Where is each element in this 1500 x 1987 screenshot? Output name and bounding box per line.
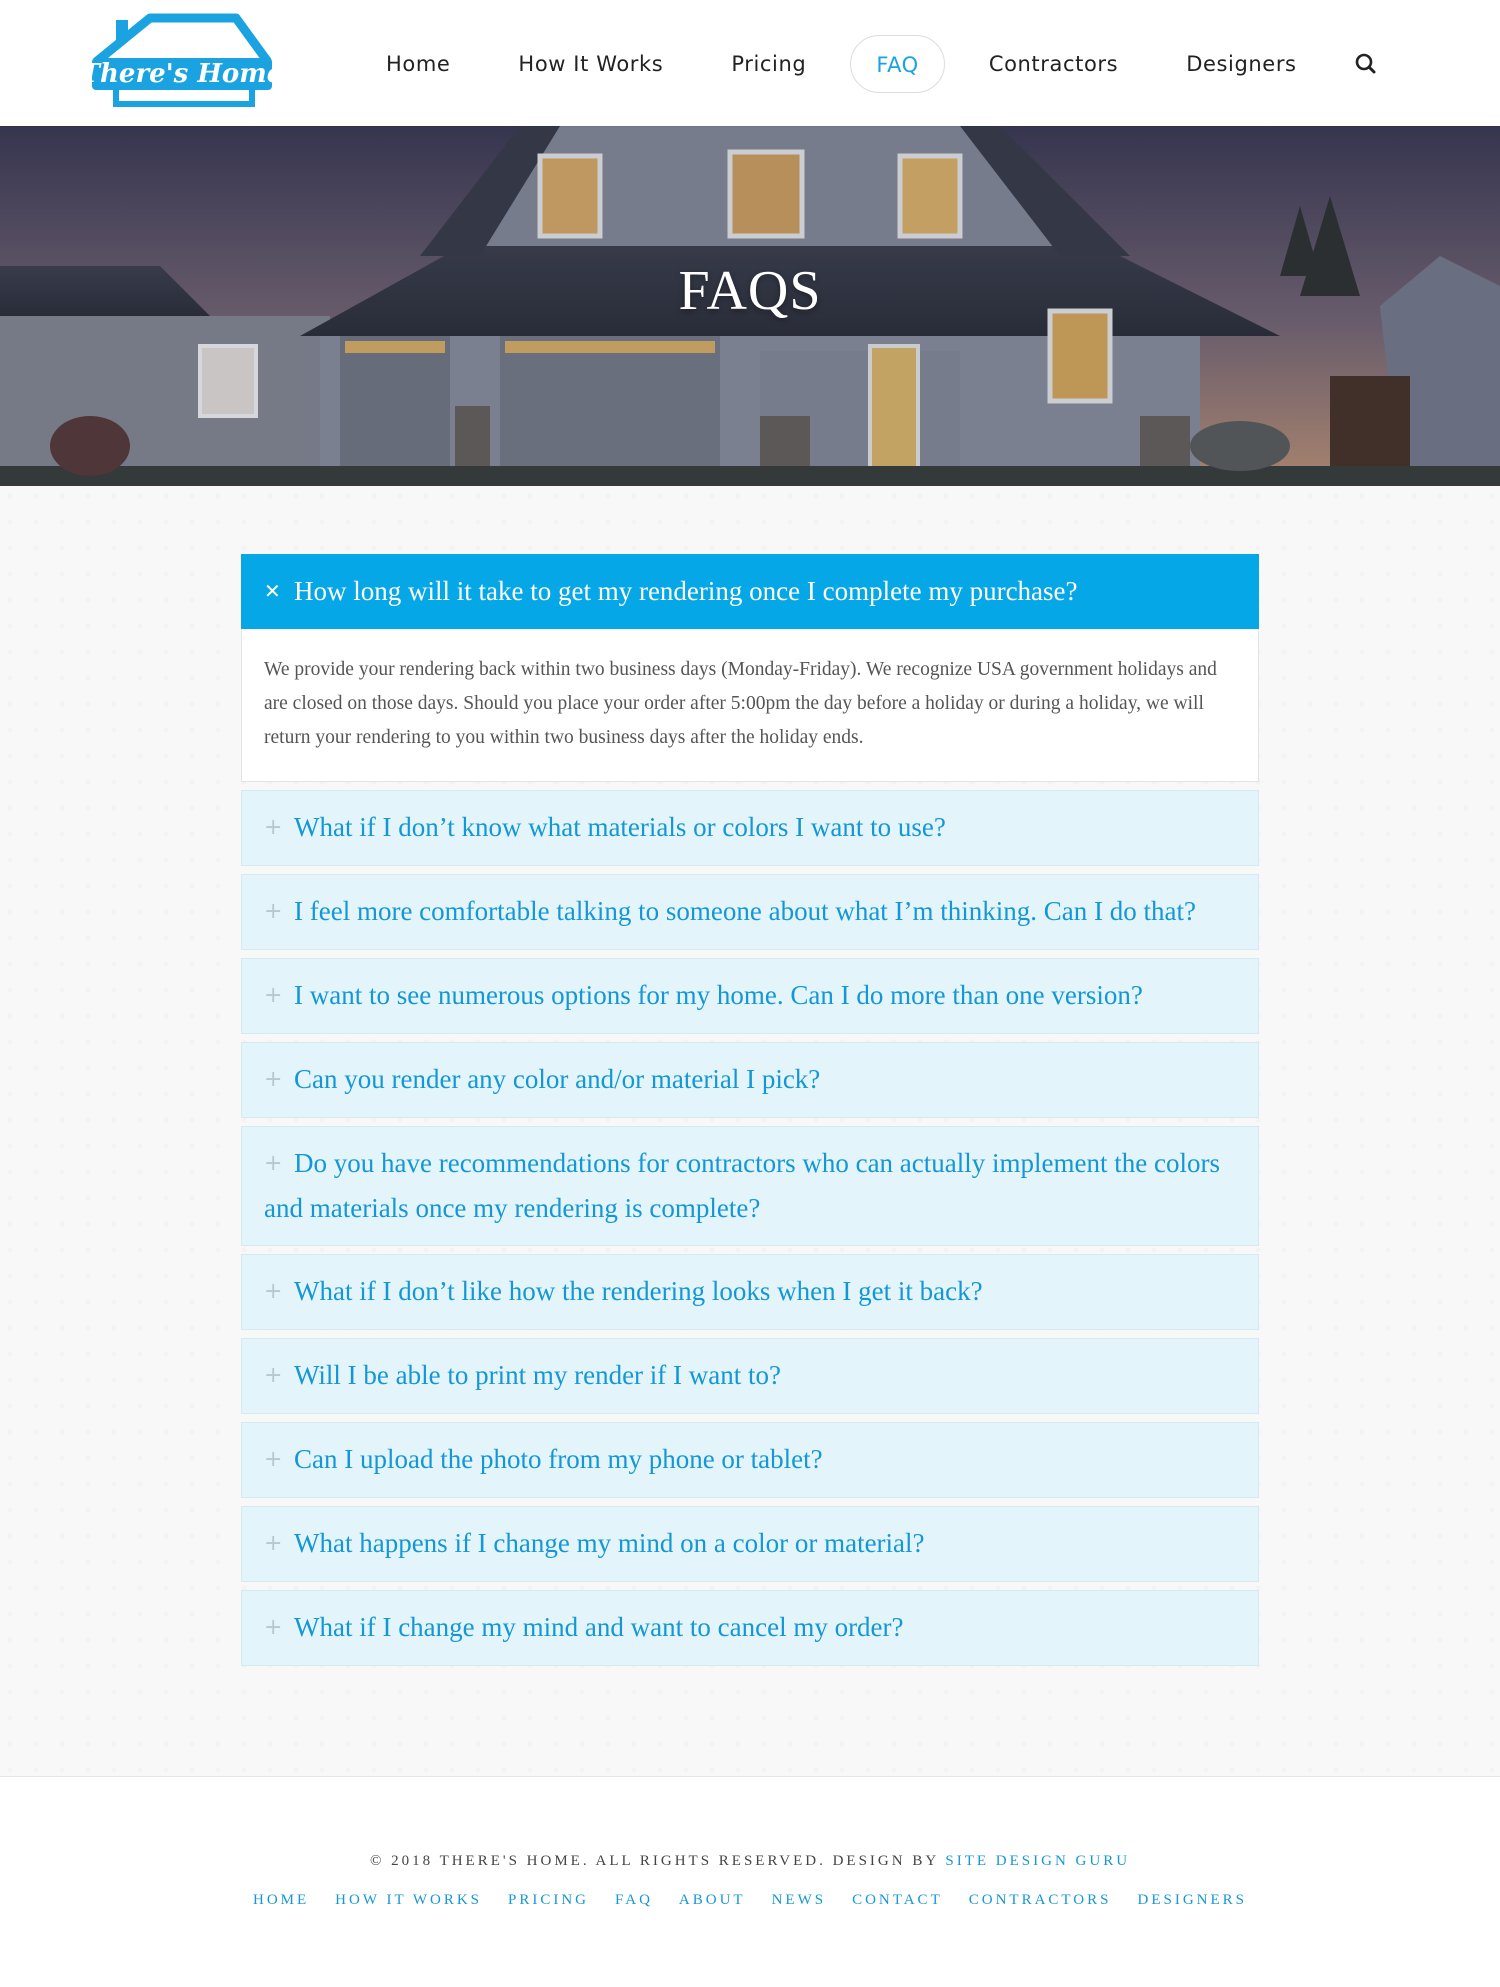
faq-question-toggle[interactable] xyxy=(241,1590,1259,1666)
faq-question-text: I want to see numerous options for my home. Can I do more than one version? xyxy=(294,980,1143,1010)
plus-icon: + xyxy=(264,1363,283,1388)
faq-item xyxy=(241,790,1259,866)
nav-pricing[interactable]: Pricing xyxy=(731,52,807,76)
faq-question-text: What if I change my mind and want to cancel my order? xyxy=(294,1612,904,1642)
faq-answer: We provide your rendering back within two business days (Monday-Friday). We recognize USA government holidays and are closed on those days. Should you place your order after 5:00pm the day before a holiday or during a holiday, we will return your rendering to you within two business days after the holiday ends. xyxy=(241,629,1259,782)
plus-icon: + xyxy=(264,1067,283,1092)
footer-link-pricing[interactable]: PRICING xyxy=(508,1892,590,1908)
faq-question-toggle[interactable] xyxy=(241,1506,1259,1582)
faq-question-text: What if I don’t know what materials or colors I want to use? xyxy=(294,812,946,842)
faq-question-text: Can you render any color and/or material I pick? xyxy=(294,1064,821,1094)
faq-question-text: Can I upload the photo from my phone or tablet? xyxy=(294,1444,823,1474)
faq-section xyxy=(0,486,1500,1776)
footer-link-news[interactable]: NEWS xyxy=(771,1892,827,1908)
faq-item xyxy=(241,1126,1259,1246)
faq-item xyxy=(241,1338,1259,1414)
faq-question-text: I feel more comfortable talking to someone about what I’m thinking. Can I do that? xyxy=(294,896,1196,926)
footer-link-contractors[interactable]: CONTRACTORS xyxy=(968,1892,1112,1908)
faq-item xyxy=(241,1506,1259,1582)
faq-item xyxy=(241,1254,1259,1330)
faq-question-toggle[interactable] xyxy=(241,1338,1259,1414)
plus-icon: + xyxy=(264,899,283,924)
nav-faq[interactable]: FAQ xyxy=(850,35,944,93)
footer-link-how-it-works[interactable]: HOW IT WORKS xyxy=(335,1892,482,1908)
faq-question-toggle[interactable] xyxy=(241,1254,1259,1330)
designer-credit-link[interactable]: SITE DESIGN GURU xyxy=(945,1853,1131,1869)
faq-item xyxy=(241,554,1259,782)
search-icon xyxy=(1346,46,1386,82)
logo-text: There's Home xyxy=(88,59,278,89)
hero-banner xyxy=(0,126,1500,486)
nav-contractors[interactable]: Contractors xyxy=(988,52,1119,76)
faq-question-text: What happens if I change my mind on a color or material? xyxy=(294,1528,925,1558)
faq-item xyxy=(241,1042,1259,1118)
plus-icon: + xyxy=(264,1615,283,1640)
footer-link-about[interactable]: ABOUT xyxy=(678,1892,746,1908)
close-icon: ✕ xyxy=(264,579,281,603)
faq-question-toggle[interactable] xyxy=(241,1042,1259,1118)
main-nav xyxy=(352,34,1331,94)
plus-icon: + xyxy=(264,1447,283,1472)
plus-icon: + xyxy=(264,1279,283,1304)
footer-link-faq[interactable]: FAQ xyxy=(615,1892,653,1908)
footer-link-contact[interactable]: CONTACT xyxy=(852,1892,943,1908)
faq-accordion xyxy=(241,554,1259,1674)
faq-question-toggle[interactable] xyxy=(241,1422,1259,1498)
faq-item xyxy=(241,958,1259,1034)
faq-question-text: What if I don’t like how the rendering looks when I get it back? xyxy=(294,1276,983,1306)
nav-designers[interactable]: Designers xyxy=(1186,52,1297,76)
copyright-text: © 2018 THERE'S HOME. ALL RIGHTS RESERVED. DESIGN BY xyxy=(369,1853,946,1869)
house-logo-icon xyxy=(88,10,278,110)
page-title: FAQS xyxy=(678,260,822,322)
footer-link-designers[interactable]: DESIGNERS xyxy=(1137,1892,1247,1908)
site-logo[interactable] xyxy=(88,10,278,110)
plus-icon: + xyxy=(264,1151,283,1176)
plus-icon: + xyxy=(264,1531,283,1556)
search-button[interactable] xyxy=(1346,46,1386,82)
faq-question-text: Do you have recommendations for contractors who can actually implement the colors and materials once my rendering is complete? xyxy=(264,1148,1220,1223)
plus-icon: + xyxy=(264,815,283,840)
copyright-notice xyxy=(0,1853,1500,1870)
footer-link-home[interactable]: HOME xyxy=(252,1892,310,1908)
nav-how-it-works[interactable]: How It Works xyxy=(518,52,664,76)
site-header xyxy=(0,0,1500,126)
faq-question-toggle[interactable] xyxy=(241,554,1259,629)
footer-nav xyxy=(0,1892,1500,1909)
faq-question-toggle[interactable] xyxy=(241,1126,1259,1246)
faq-question-text: How long will it take to get my rendering once I complete my purchase? xyxy=(294,576,1078,606)
faq-question-toggle[interactable] xyxy=(241,958,1259,1034)
faq-question-toggle[interactable] xyxy=(241,874,1259,950)
plus-icon: + xyxy=(264,983,283,1008)
nav-home[interactable]: Home xyxy=(386,52,451,76)
faq-item xyxy=(241,1422,1259,1498)
faq-question-toggle[interactable] xyxy=(241,790,1259,866)
faq-item xyxy=(241,874,1259,950)
faq-question-text: Will I be able to print my render if I want to? xyxy=(294,1360,782,1390)
site-footer xyxy=(0,1776,1500,1987)
faq-item xyxy=(241,1590,1259,1666)
